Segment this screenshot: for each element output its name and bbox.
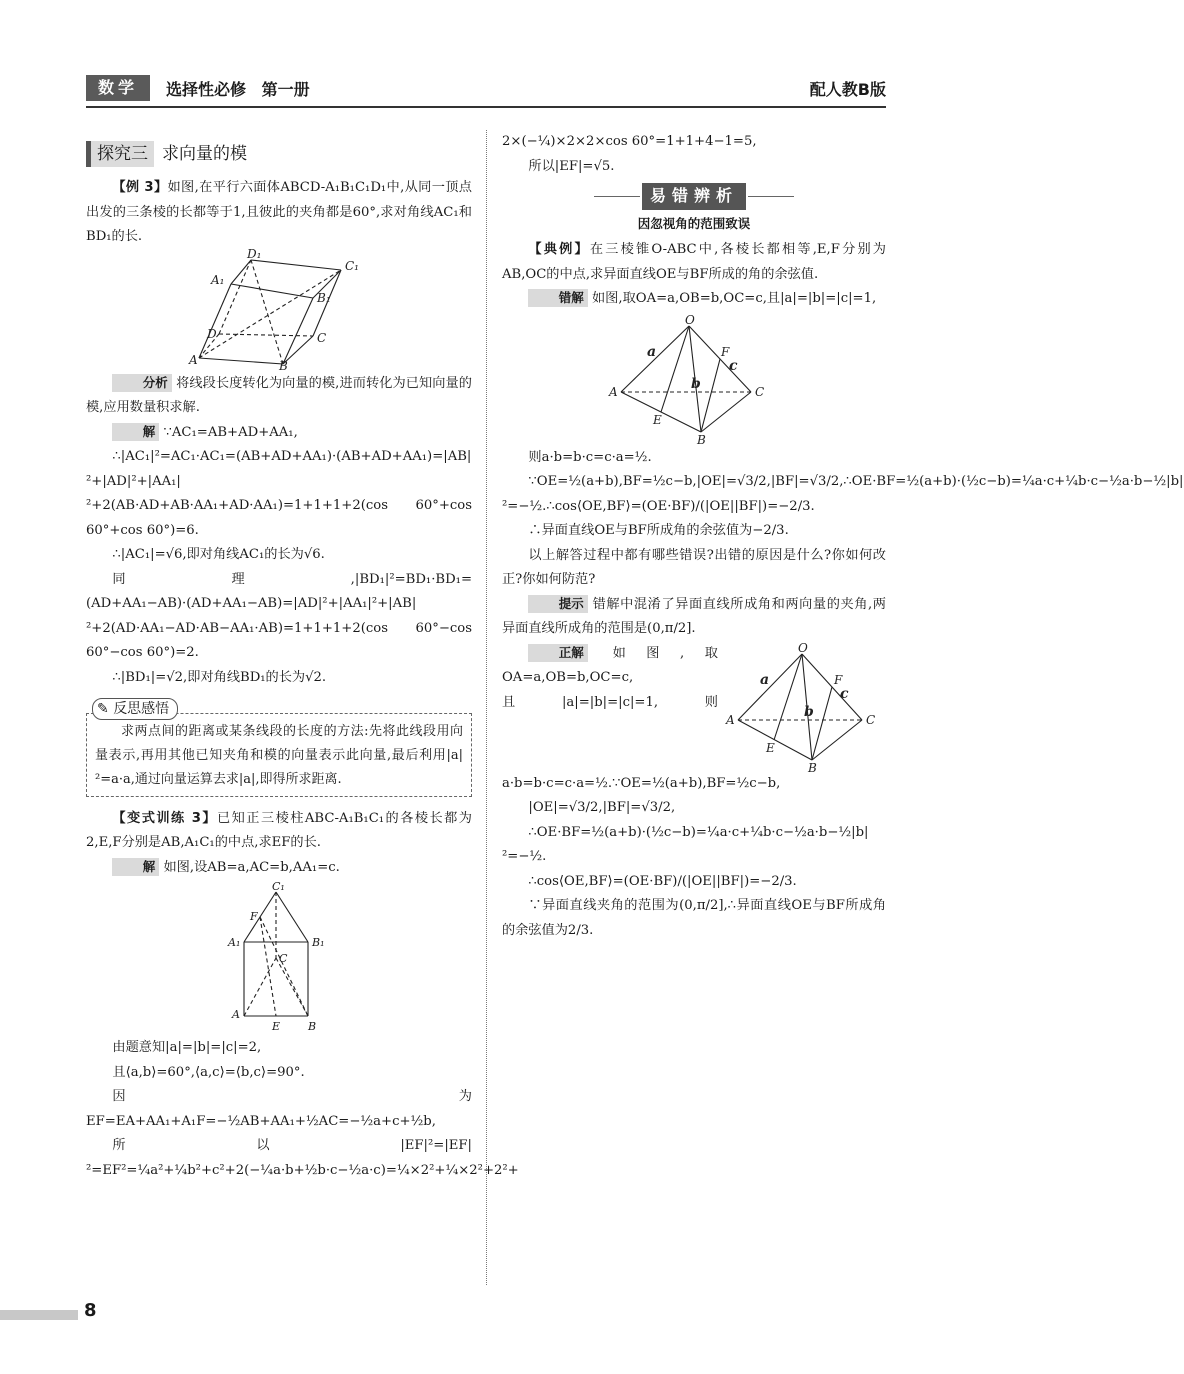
fig2-label-b: B	[308, 1020, 317, 1033]
section-name: 求向量的模	[162, 144, 247, 164]
banner-line-left	[594, 196, 640, 197]
wrong-solution-tag: 错解	[528, 289, 587, 307]
fig1-label-c: C	[317, 330, 327, 345]
fig4-label-c-vec: c	[840, 685, 849, 702]
fig3-label-b: B	[697, 432, 706, 447]
variant-line-5: 所以|EF|²=|EF|²=EF²=¼a²+¼b²+c²+2(−¼a·b+½b·c−½a·c)=¼×2²+¼×2²+2²+	[86, 1138, 519, 1178]
reflection-box	[86, 698, 472, 797]
left-column	[86, 130, 519, 1183]
fig3-label-o: O	[685, 312, 695, 327]
fig2-label-c1: C₁	[272, 880, 285, 893]
reflection-text	[86, 713, 472, 797]
variant-3	[86, 807, 472, 856]
typical-example	[502, 238, 886, 287]
variant-3-text: 已知正三棱柱ABC-A₁B₁C₁的各棱长都为2,E,F分别是AB,A₁C₁的中点,求EF的长.	[86, 810, 472, 850]
header-rule	[86, 106, 886, 108]
typical-text: 在三棱锥O-ABC中,各棱长都相等,E,F分别为AB,OC的中点,求异面直线OE与BF所成的角的余弦值.	[502, 242, 886, 282]
example-3-text: 如图,在平行六面体ABCD-A₁B₁C₁D₁中,从同一顶点出发的三条棱的长都等于1,且彼此的夹角都是60°,求对角线AC₁和BD₁的长.	[86, 180, 472, 244]
correct-solution-line-2: |OE|=√3/2,|BF|=√3/2,	[528, 800, 676, 815]
question-text: 以上解答过程中都有哪些错误?出错的原因是什么?你如何改正?你如何防范?	[502, 547, 886, 587]
fig1-label-c1: C₁	[345, 258, 359, 273]
header-subject: 数学	[86, 75, 150, 101]
error-subtitle: 因忽视角的范围致误	[637, 215, 751, 231]
continued-line-1: 2×(−¼)×2×2×cos 60°=1+1+4−1=5,	[502, 134, 757, 149]
fig1-label-d1: D₁	[247, 246, 262, 261]
right-column	[502, 130, 1184, 943]
continued-line-2: 所以|EF|=√5.	[528, 158, 615, 174]
fig3-label-f: F	[721, 344, 730, 359]
solution-line-5: ∴|BD₁|=√2,即对角线BD₁的长为√2.	[112, 669, 327, 685]
solution-l1-text: ∵AC₁=AB+AD+AA₁,	[163, 424, 298, 440]
typical-label: 【典例】	[528, 242, 590, 257]
variant-line-2: 由题意知|a|=|b|=|c|=2,	[112, 1040, 262, 1055]
fig4-label-a: A	[726, 712, 735, 727]
fig2-label-a1: A₁	[228, 936, 241, 949]
page-header	[86, 72, 886, 106]
footer-bar	[0, 1310, 78, 1320]
reflection-text-body: 求两点间的距离或某条线段的长度的方法:先将此线段用向量表示,再用其他已知夹角和模的向量表示此向量,最后利用|a|²=a·a,通过向量运算去求|a|,即得所求距离.	[95, 723, 463, 787]
wrong-solution-line-2: 则a·b=b·c=c·a=½.	[528, 449, 652, 465]
variant-line-4: 因为EF=EA+AA₁+A₁F=−½AB+AA₁+½AC=−½a+c+½b,	[86, 1089, 472, 1129]
fig1-label-b1: B₁	[317, 290, 331, 305]
correct-solution-line-4: ∴cos⟨OE,BF⟩=(OE·BF)/(|OE||BF|)=−2/3.	[528, 873, 797, 889]
example-3	[86, 176, 472, 250]
tetrahedron-figure-2	[726, 640, 886, 775]
analysis-text: 将线段长度转化为向量的模,进而转化为已知向量的模,应用数量积求解.	[86, 375, 472, 415]
hint	[502, 593, 886, 642]
fig3-label-b-vec: b	[691, 375, 701, 392]
fig4-label-b: B	[808, 760, 817, 775]
fig4-label-f: F	[834, 672, 843, 687]
reflection-header	[92, 698, 178, 720]
fig1-label-d: D	[207, 326, 217, 341]
fig2-label-c: C	[279, 952, 288, 965]
fig2-label-b1: B₁	[312, 936, 325, 949]
reflection-title: 反思感悟	[113, 701, 170, 717]
page-number: 8	[84, 1300, 97, 1321]
variant-solution-line-1	[86, 856, 472, 881]
fig3-label-c: C	[755, 384, 765, 399]
correct-solution-line-3: ∴OE·BF=½(a+b)·(½c−b)=¼a·c+¼b·c−½a·b−½|b|²=−½.	[502, 824, 869, 864]
fig4-label-o: O	[798, 640, 808, 655]
fig4-label-c: C	[866, 712, 876, 727]
correct-solution-line-5: ∵异面直线夹角的范围为(0,π/2],∴异面直线OE与BF所成角的余弦值为2/3.	[502, 898, 886, 938]
section-tag: 探究三	[86, 141, 154, 167]
wrong-l1-text: 如图,取OA=a,OB=b,OC=c,且|a|=|b|=|c|=1,	[592, 291, 877, 306]
fig3-label-a-vec: a	[647, 343, 657, 360]
fig1-label-b: B	[279, 358, 288, 373]
solution-line-4: 同理,|BD₁|²=BD₁·BD₁=(AD+AA₁−AB)·(AD+AA₁−AB)=|AD|²+|AA₁|²+|AB|²+2(AD·AA₁−AD·AB−AA₁·AB)=1+1+1+2(cos 60°−cos 60°−cos 60°)=2.	[86, 571, 472, 660]
solution-line-3: ∴|AC₁|=√6,即对角线AC₁的长为√6.	[112, 547, 325, 562]
fig3-label-e: E	[653, 412, 662, 427]
wrong-solution-line-3: ∵OE=½(a+b),BF=½c−b,|OE|=√3/2,|BF|=√3/2,∴OE·BF=½(a+b)·(½c−b)=¼a·c+¼b·c−½a·b−½|b|²=−½.∴cos⟨OE,BF⟩=(OE·BF)/(|OE||BF|)=−2/3.	[502, 474, 1184, 514]
prism-figure	[224, 882, 334, 1034]
error-analysis-banner	[502, 183, 886, 210]
banner-line-right	[748, 196, 794, 197]
header-edition: 配人教B版	[809, 80, 886, 99]
fig4-label-e: E	[766, 740, 775, 755]
variant-solution-tag: 解	[112, 858, 159, 876]
solution-line-1	[86, 421, 472, 446]
fig4-label-b-vec: b	[804, 703, 814, 720]
banner-title: 易错辨析	[642, 183, 746, 210]
column-divider	[486, 130, 487, 1285]
correct-solution-tag: 正解	[528, 644, 587, 662]
solution-tag: 解	[112, 423, 159, 441]
fig2-label-f: F	[250, 910, 258, 923]
wrong-solution-line-1	[502, 287, 886, 312]
variant-3-label: 【变式训练 3】	[112, 810, 217, 826]
parallelepiped-figure	[189, 246, 369, 373]
solution-line-2: ∴|AC₁|²=AC₁·AC₁=(AB+AD+AA₁)·(AB+AD+AA₁)=|AB|²+|AD|²+|AA₁|²+2(AB·AD+AB·AA₁+AD·AA₁)=1+1+1+2(cos 60°+cos 60°+cos 60°)=6.	[86, 449, 472, 538]
fig3-label-c-vec: c	[729, 357, 738, 374]
example-3-label: 【例 3】	[112, 180, 168, 195]
tetrahedron-figure-1	[609, 312, 779, 447]
fig3-label-a: A	[609, 384, 618, 399]
fig4-label-a-vec: a	[760, 671, 770, 688]
wrong-solution-line-4: ∴异面直线OE与BF所成角的余弦值为−2/3.	[528, 523, 789, 538]
variant-solution-l1-text: 如图,设AB=a,AC=b,AA₁=c.	[163, 859, 340, 875]
hint-text: 错解中混淆了异面直线所成角和两向量的夹角,两异面直线所成角的范围是(0,π/2].	[502, 596, 886, 636]
analysis-tag: 分析	[112, 374, 171, 392]
fig2-label-a: A	[232, 1008, 240, 1021]
header-book-title: 选择性必修 第一册	[166, 80, 310, 99]
hint-tag: 提示	[528, 595, 587, 613]
fig1-label-a1: A₁	[211, 272, 225, 287]
correct-l1-text: 如图,取OA=a,OB=b,OC=c,且|a|=|b|=|c|=1,则a·b=b·c=c·a=½.∵OE=½(a+b),BF=½c−b,	[502, 645, 781, 791]
pencil-icon: ✎	[97, 701, 109, 717]
section-title	[86, 138, 472, 170]
variant-line-3: 且⟨a,b⟩=60°,⟨a,c⟩=⟨b,c⟩=90°.	[112, 1064, 305, 1080]
fig1-label-a: A	[189, 352, 198, 367]
analysis	[86, 372, 472, 421]
fig2-label-e: E	[272, 1020, 281, 1033]
